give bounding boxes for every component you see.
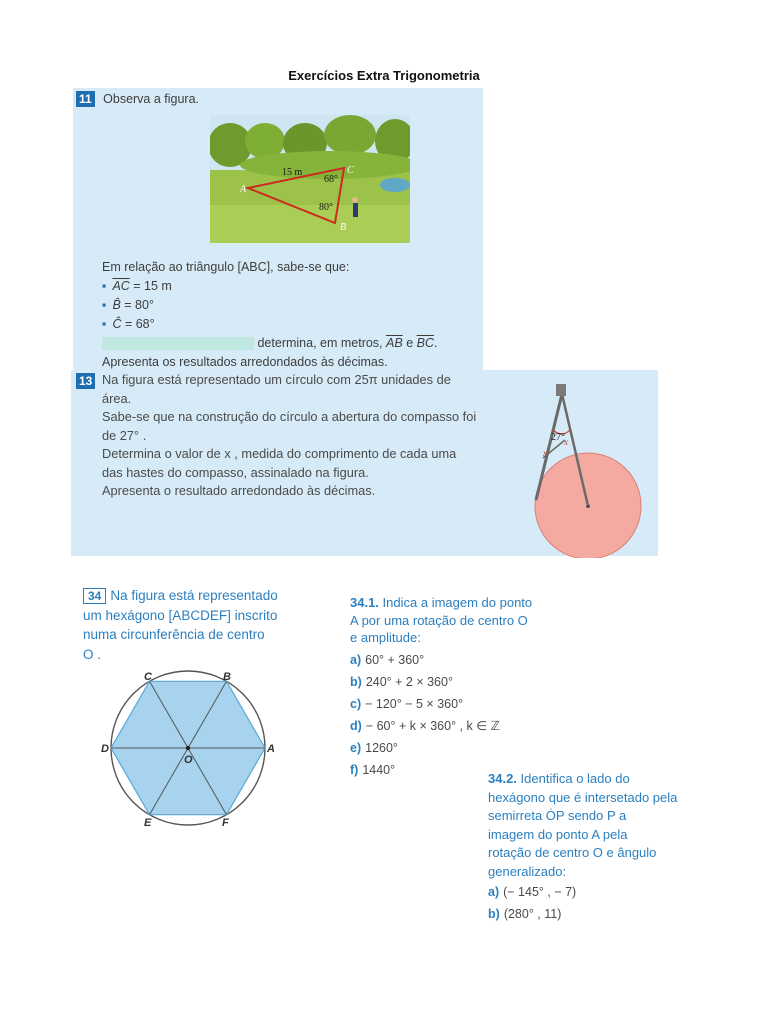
leg-x-label: x: [543, 448, 547, 458]
bullet-item: ▪ B̂ = 80°: [102, 298, 154, 312]
exercise-11-heading: [76, 90, 199, 109]
exercise-prompt: Observa a figura.: [103, 92, 200, 106]
exercise-34-number: 34: [83, 588, 106, 604]
landscape-triangle-figure: [210, 115, 410, 243]
vertex-c: C: [144, 671, 152, 683]
ex34-2-question: 34.2. Identifica o lado do hexágono que é intersetado pela semirreta ȮP sendo P a imagem do ponto A pela rotação de centro O e ângulo generalizado:: [488, 771, 678, 879]
ex34-1-question: 34.1. Indica a imagem do ponto A por uma rotação de centro O e amplitude:: [350, 595, 533, 645]
vertex-c-label: C: [347, 165, 354, 176]
bullet-item: ▪ $\overline{AC} = 15$ m: [102, 279, 172, 293]
highlight-block: [102, 337, 254, 350]
side-length-label: 15 m: [282, 167, 303, 178]
ex11-intro: Em relação ao triângulo [ABC], sabe-se que:: [102, 260, 350, 274]
compass-circle-figure: [525, 382, 650, 558]
list-item: a) 60° + 360°: [350, 653, 425, 667]
ex34-2-items: [488, 881, 576, 925]
ex13-text: Na figura está representado um círculo com 25π unidades de área. Sabe-se que na construção do círculo a abertura do compasso foi de 27° . Determina o valor de x , medida do comprimento de cada uma das hastes do compasso, assinalado na figura. Apresenta o resultado arredondado às décimas.: [102, 372, 477, 498]
list-item: e) 1260°: [350, 741, 398, 755]
leg-x-label: x: [564, 437, 568, 447]
list-item: f) 1440°: [350, 763, 396, 777]
vertex-b-label: B: [340, 222, 347, 233]
ex34-1-items: [350, 649, 500, 781]
vertex-a-label: A: [240, 184, 247, 195]
ex34-statement: 34 Na figura está representado um hexágono [ABCDEF] inscrito numa circunferência de centro O .: [83, 588, 278, 662]
exercise-13-number: 13: [76, 372, 95, 390]
angle-c-label: 68°: [324, 174, 338, 185]
vertex-f: F: [222, 817, 229, 828]
bullet-item: ▪ Ĉ = 68°: [102, 317, 155, 331]
list-item: d) − 60° + k × 360° , k ∈ ℤ: [350, 719, 500, 733]
angle-b-label: 80°: [319, 202, 333, 213]
vertex-d: D: [101, 743, 109, 755]
page-title: Exercícios Extra Trigonometria: [288, 68, 480, 83]
exercise-number: 11: [76, 91, 95, 107]
center-o: O: [184, 754, 193, 766]
compass-angle-label: 27°: [551, 432, 565, 443]
vertex-e: E: [144, 817, 152, 828]
ex11-task: determina, em metros, $\overline{AB}$ e $\overline{BC}$.: [102, 334, 437, 353]
list-item: b) 240° + 2 × 360°: [350, 675, 453, 689]
vertex-a: A: [267, 743, 275, 755]
list-item: c) − 120° − 5 × 360°: [350, 697, 464, 711]
vertex-b: B: [223, 671, 231, 683]
list-item: b) (280° , 11): [488, 907, 562, 921]
ex11-result: Apresenta os resultados arredondados às décimas.: [102, 355, 388, 369]
hexagon-figure: [100, 668, 280, 828]
list-item: a) (− 145° , − 7): [488, 885, 577, 899]
